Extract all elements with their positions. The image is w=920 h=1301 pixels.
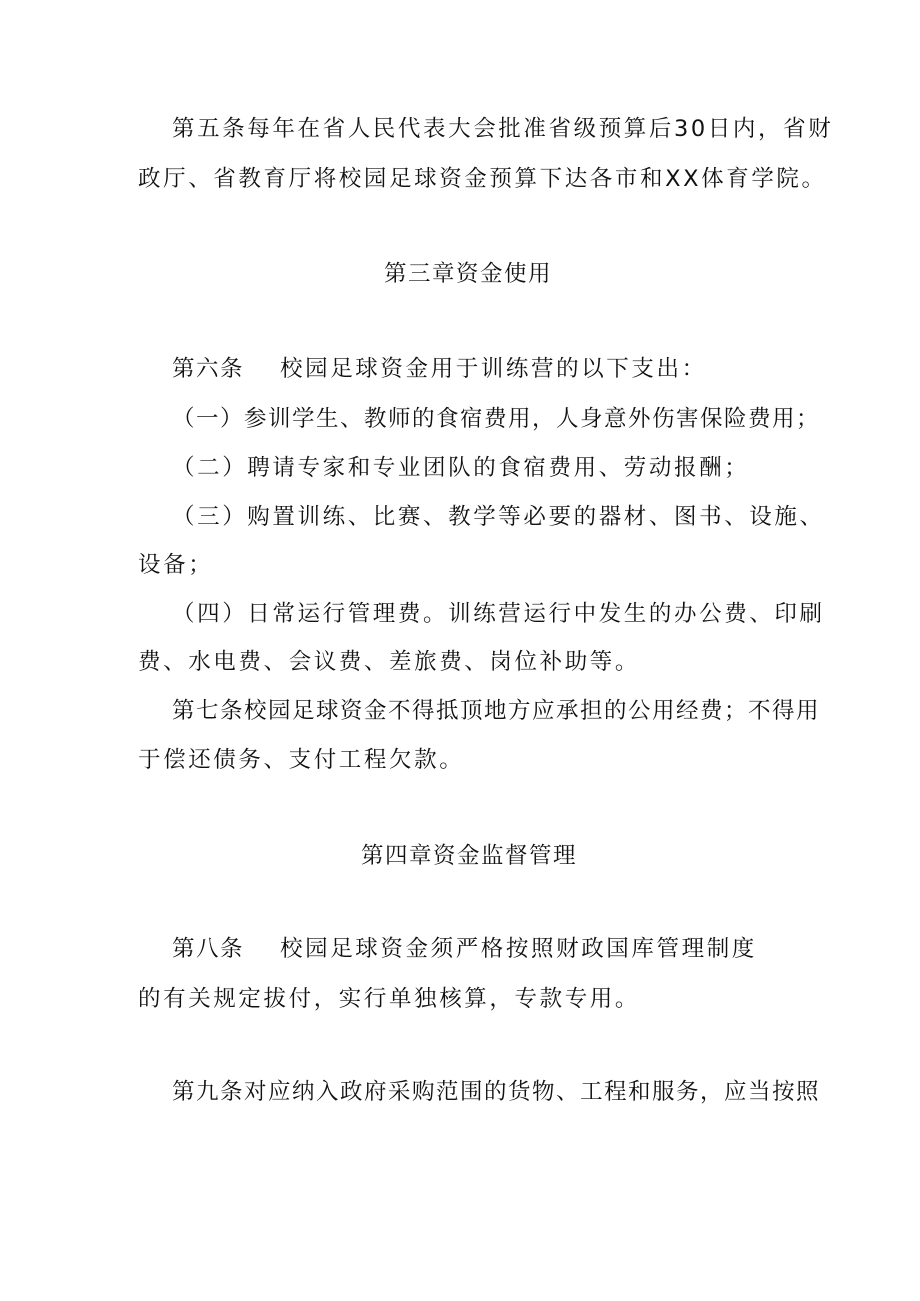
article-6-item-2: （二）聘请专家和专业团队的食宿费用、劳动报酬； xyxy=(172,455,750,481)
article-7-line-1: 第七条校园足球资金不得抵顶地方应承担的公用经费；不得用 xyxy=(172,698,821,724)
article-6-item-4-line-2: 费、水电费、会议费、差旅费、岗位补助等。 xyxy=(138,649,641,675)
article-6-number: 第六条 xyxy=(172,356,245,382)
article-5-line-2: 政厅、省教育厅将校园足球资金预算下达各市和XX体育学院。 xyxy=(138,166,827,192)
article-8-text: 校园足球资金须严格按照财政国库管理制度 xyxy=(280,936,757,962)
article-6-item-3-line-2: 设备； xyxy=(138,552,214,578)
article-8-number: 第八条 xyxy=(172,936,245,962)
chapter-3-title: 第三章资金使用 xyxy=(384,261,553,287)
article-6-item-1: （一）参训学生、教师的食宿费用，人身意外伤害保险费用； xyxy=(172,406,821,432)
article-8-line-2: 的有关规定拔付，实行单独核算，专款专用。 xyxy=(138,986,641,1012)
article-6-item-4-line-1: （四）日常运行管理费。训练营运行中发生的办公费、印刷 xyxy=(172,601,825,627)
article-9-line-1: 第九条对应纳入政府采购范围的货物、工程和服务，应当按照 xyxy=(172,1079,821,1105)
chapter-4-title: 第四章资金监督管理 xyxy=(361,843,578,869)
article-6-item-3-line-1: （三）购置训练、比赛、教学等必要的器材、图书、设施、 xyxy=(172,504,825,530)
article-6-text: 校园足球资金用于训练营的以下支出： xyxy=(280,356,707,382)
article-5-line-1: 第五条每年在省人民代表大会批准省级预算后30日内，省财 xyxy=(172,116,834,142)
article-7-line-2: 于偿还债务、支付工程欠款。 xyxy=(138,747,465,773)
